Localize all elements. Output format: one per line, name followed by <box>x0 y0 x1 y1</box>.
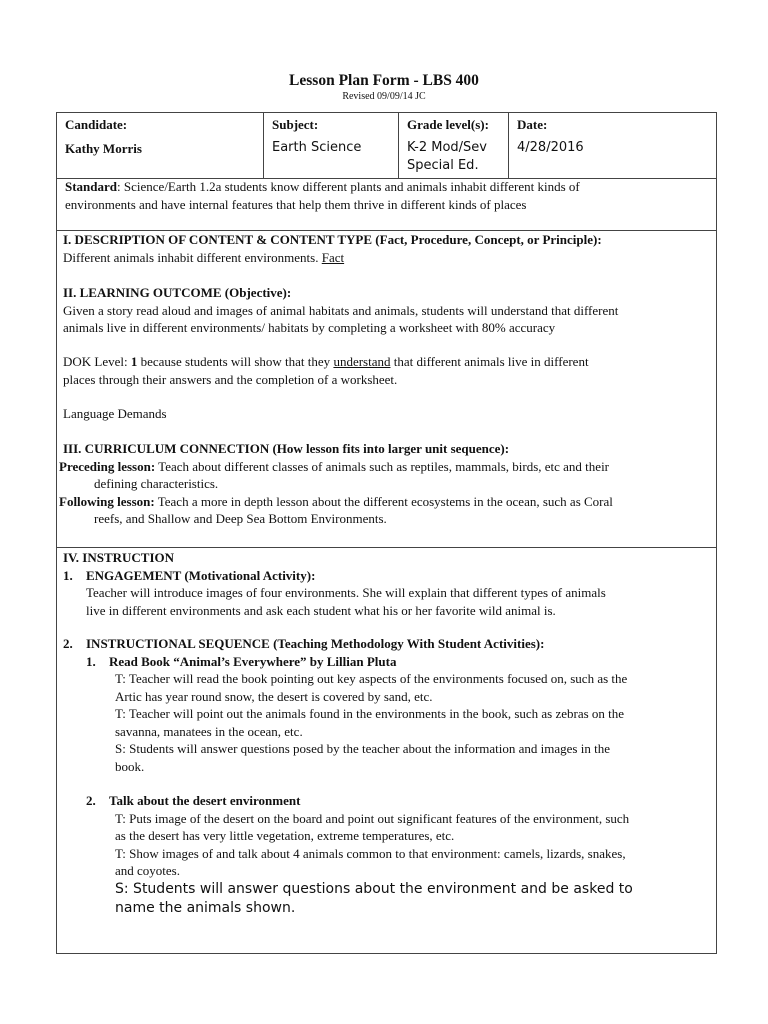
subject-value: Earth Science <box>272 140 362 155</box>
dok-prefix: DOK Level: <box>63 354 131 369</box>
learning-outcome-block <box>63 284 710 337</box>
read-book-t2-line2: savanna, manatees in the ocean, etc. <box>115 723 303 739</box>
read-book-s-line1: S: Students will answer questions posed by the teacher about the information and images in the <box>115 741 610 756</box>
subject-label: Subject: <box>272 117 319 132</box>
read-book-s-line2: book. <box>115 758 145 774</box>
following-text-line2: reefs, and Shallow and Deep Sea Bottom Environments. <box>94 511 387 526</box>
content-type: Fact <box>321 249 345 265</box>
desert-s-line2: name the animals shown. <box>115 899 296 916</box>
date-label: Date: <box>517 117 548 132</box>
desert-t2-line1: T: Show images of and talk about 4 animals common to that environment: camels, lizards, snakes, <box>115 845 626 861</box>
following-text-line1: Teach a more in depth lesson about the different ecosystems in the ocean, such as Coral <box>154 493 613 509</box>
grade-label: Grade level(s): <box>407 117 489 132</box>
engagement-number: 1. <box>63 567 73 583</box>
learning-outcome-line2: animals live in different environments/ habitats by completing a worksheet with 80% accuracy <box>63 320 556 335</box>
engagement-text-line1: Teacher will introduce images of four environments. She will explain that different types of animals <box>86 585 606 600</box>
standard-row <box>57 178 716 231</box>
standard-text <box>65 178 708 213</box>
standard-text-line2: environments and have internal features that help them thrive in different kinds of places <box>65 196 527 212</box>
desert-heading: Talk about the desert environment <box>109 793 301 808</box>
dok-keyword: understand <box>333 354 391 369</box>
standard-text-line1: : Science/Earth 1.2a students know different plants and animals inhabit different kinds of <box>117 179 580 194</box>
curriculum-heading: III. CURRICULUM CONNECTION (How lesson fits into larger unit sequence): <box>63 441 510 456</box>
desert-t1-line1: T: Puts image of the desert on the board and point out significant features of the environment, such <box>115 810 630 826</box>
candidate-value: Kathy Morris <box>65 141 142 156</box>
sequence-block <box>63 635 710 775</box>
dok-level: 1 <box>130 354 138 369</box>
dok-block <box>63 353 710 388</box>
description-text: Different animals inhabit different environments. <box>63 249 322 265</box>
read-book-t1-line2: Artic has year round snow, the desert is covered by sand, etc. <box>115 688 433 704</box>
preceding-text-line1: Teach about different classes of animals such as reptiles, mammals, birds, etc and their <box>155 458 610 474</box>
description-block <box>63 231 710 266</box>
sequence-heading: INSTRUCTIONAL SEQUENCE (Teaching Methodology With Student Activities): <box>86 636 545 651</box>
desert-t1-line2: as the desert has very little vegetation, extreme temperatures, etc. <box>115 828 455 843</box>
grade-value-line1: K-2 Mod/Sev <box>407 140 487 155</box>
engagement-text-line2: live in different environments and ask each student what his or her favorite wild animal is. <box>86 602 556 618</box>
preceding-label: Preceding lesson: <box>59 458 156 474</box>
subject-cell <box>264 113 399 178</box>
dok-mid: because students will show that they <box>137 354 334 369</box>
language-demands: Language Demands <box>63 406 167 421</box>
lesson-plan-table <box>56 112 717 954</box>
content-outcome-section <box>57 230 716 548</box>
date-cell <box>509 113 716 178</box>
read-book-t1-line1: T: Teacher will read the book pointing out key aspects of the environments focused on, such as the <box>115 671 628 686</box>
grade-value <box>407 139 487 175</box>
sequence-number: 2. <box>63 636 73 651</box>
candidate-cell <box>57 113 264 178</box>
date-value: 4/28/2016 <box>517 140 584 155</box>
engagement-heading: ENGAGEMENT (Motivational Activity): <box>86 567 316 583</box>
curriculum-block <box>59 440 710 528</box>
read-book-heading: Read Book “Animal’s Everywhere” by Lillian Pluta <box>109 653 397 669</box>
info-row <box>57 113 716 179</box>
desert-number: 2. <box>86 793 96 808</box>
desert-t2-line2: and coyotes. <box>115 863 180 878</box>
read-book-number: 1. <box>86 653 96 669</box>
desert-s-line1: S: Students will answer questions about the environment and be asked to <box>115 880 633 897</box>
standard-label: Standard <box>65 179 118 194</box>
revision-note: Revised 09/09/14 JC <box>342 91 426 102</box>
description-heading: I. DESCRIPTION OF CONTENT & CONTENT TYPE (Fact, Procedure, Concept, or Principle): <box>63 232 602 247</box>
preceding-text-line2: defining characteristics. <box>94 476 219 491</box>
instruction-block <box>63 549 710 619</box>
instruction-heading: IV. INSTRUCTION <box>63 550 175 565</box>
instruction-section <box>57 547 716 953</box>
learning-outcome-heading: II. LEARNING OUTCOME (Objective): <box>63 285 292 300</box>
desert-block <box>63 792 710 918</box>
form-title: Lesson Plan Form - LBS 400 <box>289 72 479 89</box>
learning-outcome-line1: Given a story read aloud and images of animal habitats and animals, students will understand that different <box>63 302 619 318</box>
candidate-label: Candidate: <box>65 117 128 132</box>
dok-post: that different animals live in different <box>390 354 589 369</box>
grade-cell <box>399 113 509 178</box>
grade-value-line2: Special Ed. <box>407 158 479 173</box>
following-label: Following lesson: <box>59 493 155 509</box>
read-book-t2-line1: T: Teacher will point out the animals found in the environments in the book, such as zebras on the <box>115 706 625 721</box>
dok-line2: places through their answers and the completion of a worksheet. <box>63 371 398 387</box>
